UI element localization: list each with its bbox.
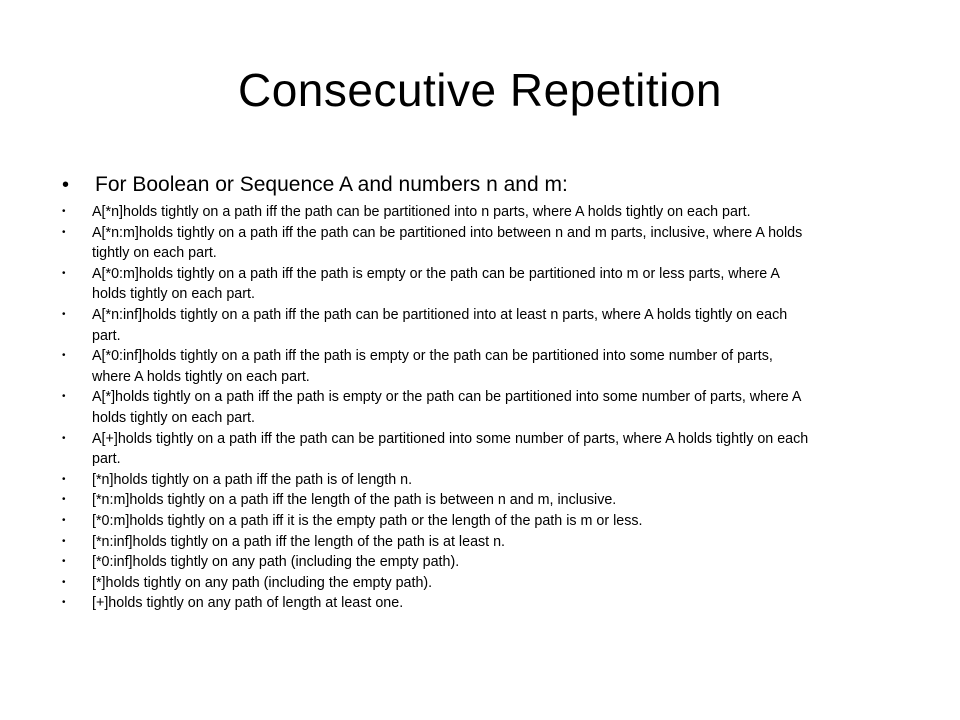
list-item-text: A[+]holds tightly on a path iff the path can be partitioned into some number of parts, where A holds tightly on each part. (92, 430, 809, 468)
intro-text: For Boolean or Sequence A and numbers n and m: (95, 173, 568, 196)
bullet-icon: • (62, 473, 66, 485)
intro-bullet (62, 170, 862, 200)
list-item (62, 264, 814, 305)
list-item (62, 490, 814, 511)
bullet-icon: • (62, 535, 66, 547)
bullet-icon: • (62, 174, 70, 196)
list-item-text: [*n:inf]holds tightly on a path iff the length of the path is at least n. (92, 533, 506, 550)
list-item-text: A[*0:m]holds tightly on a path iff the path is empty or the path can be partitioned into m or less parts, where A holds tightly on each part. (92, 265, 780, 303)
list-item-text: [*0:inf]holds tightly on any path (including the empty path). (92, 554, 460, 571)
list-item (62, 346, 814, 387)
list-item-text: [*n:m]holds tightly on a path iff the length of the path is between n and m, inclusive. (92, 492, 617, 509)
list-item-text: [*n]holds tightly on a path iff the path is of length n. (92, 471, 413, 488)
bullet-icon: • (62, 206, 66, 217)
list-item (62, 223, 814, 264)
list-item-text: [+]holds tightly on any path of length at least one. (92, 595, 404, 612)
list-item (62, 532, 814, 553)
list-item (62, 593, 814, 614)
bullet-icon: • (62, 432, 66, 444)
list-item-text: [*0:m]holds tightly on a path iff it is the empty path or the length of the path is m or less. (92, 512, 643, 529)
bullet-icon: • (62, 391, 66, 403)
list-item-text: A[*n:inf]holds tightly on a path iff the path can be partitioned into at least n parts, where A holds tightly on each part. (92, 306, 788, 344)
list-item (62, 470, 814, 491)
bullet-icon: • (62, 576, 66, 588)
list-item (62, 429, 814, 470)
bullet-icon: • (62, 226, 66, 238)
bullet-icon: • (62, 514, 66, 526)
bullet-icon: • (62, 350, 66, 362)
list-item-text: [*]holds tightly on any path (including the empty path). (92, 574, 433, 591)
list-item (62, 573, 814, 594)
list-item-text: A[*n]holds tightly on a path iff the path can be partitioned into n parts, where A holds tightly on each part. (92, 204, 751, 220)
bullet-icon: • (62, 308, 66, 320)
bullet-icon: • (62, 556, 66, 568)
list-item-text: A[*0:inf]holds tightly on a path iff the path is empty or the path can be partitioned into some number of parts, where A holds tightly on each part. (92, 348, 773, 385)
bullet-icon: • (62, 267, 66, 279)
definition-list (62, 202, 822, 614)
list-item-text: A[*]holds tightly on a path iff the path is empty or the path can be partitioned into some number of parts, where A holds tightly on each part. (92, 389, 801, 426)
list-item (62, 387, 814, 428)
bullet-icon: • (62, 597, 66, 609)
list-item (62, 552, 814, 573)
list-item (62, 202, 814, 223)
bullet-icon: • (62, 494, 66, 506)
slide-title: Consecutive Repetition (237, 64, 723, 116)
list-item-text: A[*n:m]holds tightly on a path iff the path can be partitioned into between n and m parts, inclusive, where A holds tightly on each part. (92, 224, 803, 262)
list-item (62, 305, 814, 346)
list-item (62, 511, 814, 532)
